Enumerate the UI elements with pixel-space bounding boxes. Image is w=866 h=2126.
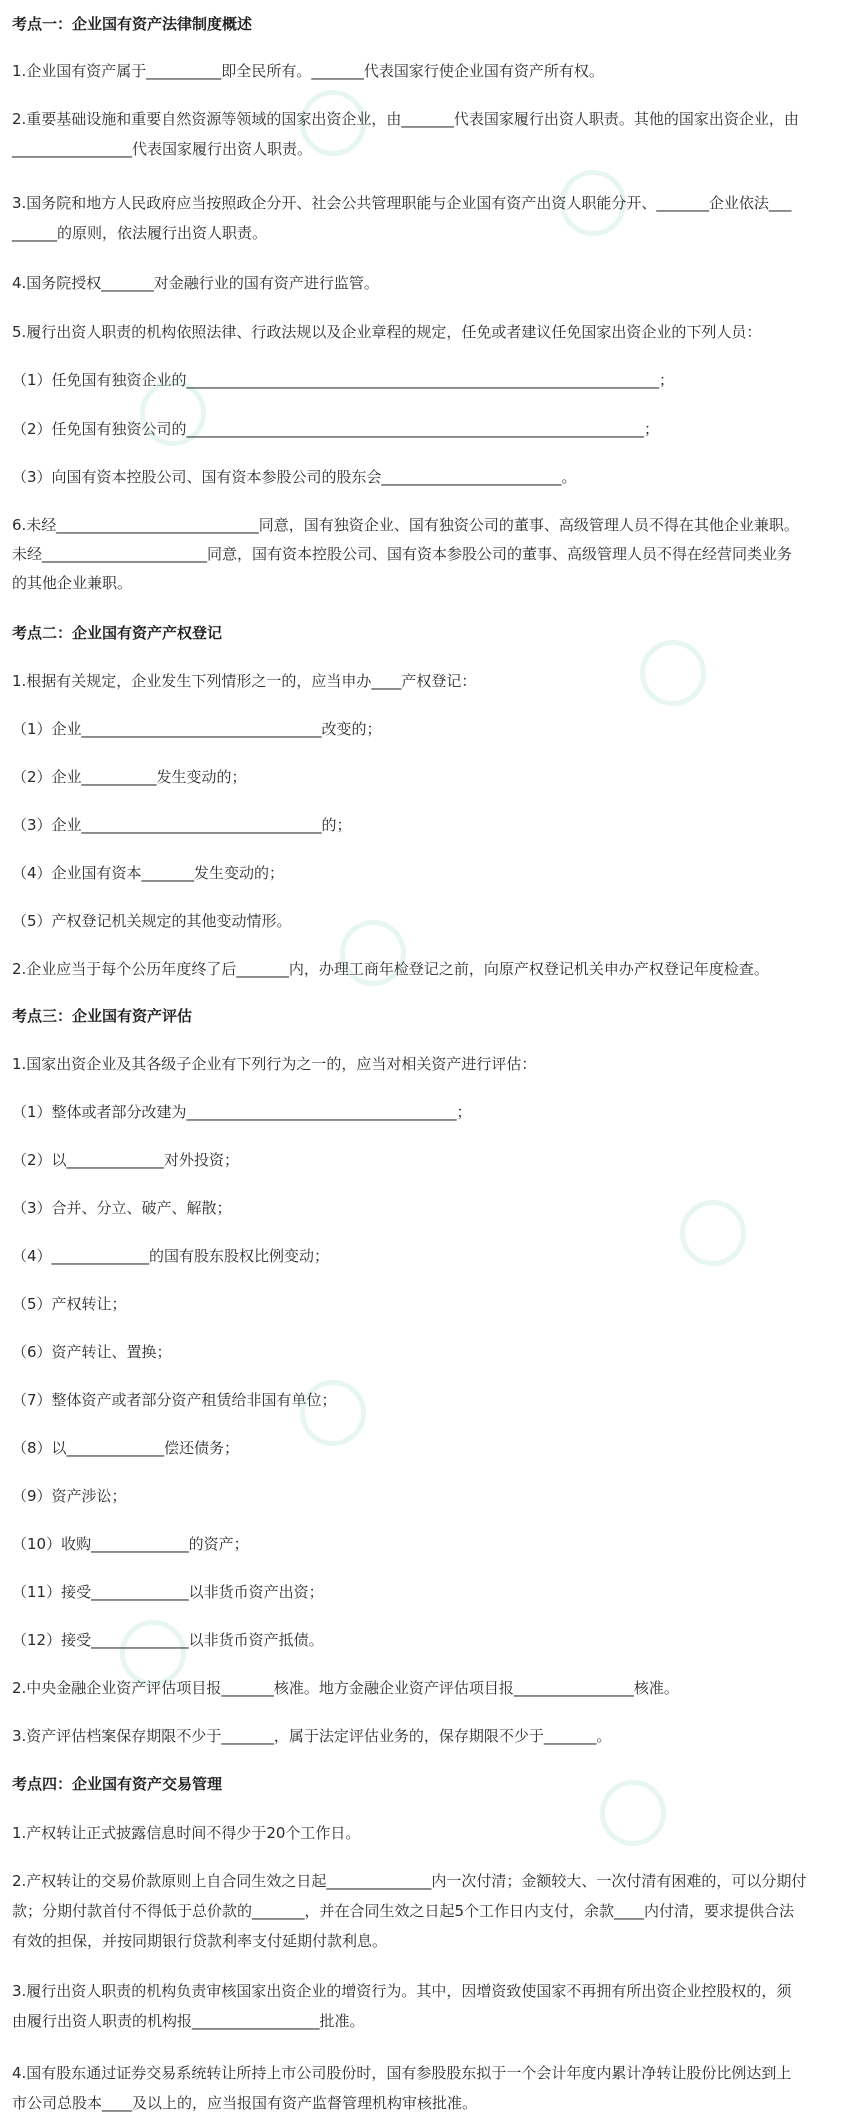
text-line: 4.国有股东通过证券交易系统转让所持上市公司股份时，国有参股股东拟于一个会计年度内累计净转让股份比例达到上 xyxy=(12,2064,792,2082)
list-item: （7）整体资产或者部分资产租赁给非国有单位； xyxy=(12,1391,337,1409)
list-item: （6）资产转让、置换； xyxy=(12,1343,172,1361)
text-line: 由履行出资人职责的机构报_________________批准。 xyxy=(12,2012,365,2030)
list-item: （1）企业________________________________改变的； xyxy=(12,720,382,738)
list-item: （1）整体或者部分改建为____________________________________； xyxy=(12,1103,472,1121)
text-line: 2.中央金融企业资产评估项目报_______核准。地方金融企业资产评估项目报________________核准。 xyxy=(12,1679,679,1697)
section-title: 考点二：企业国有资产产权登记 xyxy=(12,624,223,642)
list-item: （11）接受_____________以非货币资产出资； xyxy=(12,1583,324,1601)
text-line: 未经______________________同意，国有资本控股公司、国有资本参股公司的董事、高级管理人员不得在经营同类业务 xyxy=(12,545,793,563)
watermark-logo-icon xyxy=(300,70,420,190)
list-item: （10）收购_____________的资产； xyxy=(12,1535,249,1553)
text-line: 1.企业国有资产属于__________即全民所有。_______代表国家行使企业国有资产所有权。 xyxy=(12,62,604,80)
list-item: （3）向国有资本控股公司、国有资本参股公司的股东会________________________。 xyxy=(12,468,577,486)
list-item: （8）以_____________偿还债务； xyxy=(12,1439,240,1457)
text-line: 5.履行出资人职责的机构依照法律、行政法规以及企业章程的规定，任免或者建议任免国家出资企业的下列人员： xyxy=(12,323,762,341)
section-title: 考点四：企业国有资产交易管理 xyxy=(12,1775,223,1793)
list-item: （5）产权转让； xyxy=(12,1295,127,1313)
watermark-logo-icon xyxy=(680,1180,800,1300)
text-line: 1.根据有关规定，企业发生下列情形之一的，应当申办____产权登记： xyxy=(12,672,477,690)
list-item: （2）企业__________发生变动的； xyxy=(12,768,247,786)
list-item: （2）以_____________对外投资； xyxy=(12,1151,240,1169)
text-line: 3.国务院和地方人民政府应当按照政企分开、社会公共管理职能与企业国有资产出资人职能分开、_______企业依法___ xyxy=(12,194,792,212)
list-item: （9）资产涉讼； xyxy=(12,1487,127,1505)
text-line: 4.国务院授权_______对金融行业的国有资产进行监管。 xyxy=(12,274,379,292)
section-title: 考点一：企业国有资产法律制度概述 xyxy=(12,15,253,33)
watermark-logo-icon xyxy=(600,1760,720,1880)
text-line: 6.未经___________________________同意，国有独资企业、国有独资公司的董事、高级管理人员不得在其他企业兼职。 xyxy=(12,516,799,534)
text-line: ______的原则，依法履行出资人职责。 xyxy=(12,224,268,242)
text-line: 市公司总股本____及以上的，应当报国有资产监督管理机构审核批准。 xyxy=(12,2094,478,2112)
list-item: （2）任免国有独资公司的_____________________________________________________________； xyxy=(12,420,660,438)
list-item: （4）_____________的国有股东股权比例变动； xyxy=(12,1247,330,1265)
text-line: 2.重要基础设施和重要自然资源等领域的国家出资企业，由_______代表国家履行出资人职责。其他的国家出资企业，由 xyxy=(12,110,799,128)
text-line: 的其他企业兼职。 xyxy=(12,574,133,592)
watermark-logo-icon xyxy=(120,1600,240,1720)
text-line: 1.产权转让正式披露信息时间不得少于20个工作日。 xyxy=(12,1824,361,1842)
list-item: （1）任免国有独资企业的_______________________________________________________________； xyxy=(12,371,675,389)
section-title: 考点三：企业国有资产评估 xyxy=(12,1007,193,1025)
text-line: 2.产权转让的交易价款原则上自合同生效之日起______________内一次付清；金额较大、一次付清有困难的，可以分期付 xyxy=(12,1872,807,1890)
list-item: （3）合并、分立、破产、解散； xyxy=(12,1199,232,1217)
text-line: 款；分期付款首付不得低于总价款的_______，并在合同生效之日起5个工作日内支付，余款____内付清，要求提供合法 xyxy=(12,1902,795,1920)
text-line: 有效的担保，并按同期银行贷款利率支付延期付款利息。 xyxy=(12,1932,388,1950)
text-line: 3.资产评估档案保存期限不少于_______，属于法定评估业务的，保存期限不少于_______。 xyxy=(12,1727,612,1745)
watermark-logo-icon xyxy=(640,620,760,740)
list-item: （4）企业国有资本_______发生变动的； xyxy=(12,864,285,882)
text-line: 2.企业应当于每个公历年度终了后_______内，办理工商年检登记之前，向原产权登记机关申办产权登记年度检查。 xyxy=(12,960,769,978)
list-item: （12）接受_____________以非货币资产抵债。 xyxy=(12,1631,324,1649)
list-item: （5）产权登记机关规定的其他变动情形。 xyxy=(12,912,292,930)
text-line: 3.履行出资人职责的机构负责审核国家出资企业的增资行为。其中，因增资致使国家不再拥有所出资企业控股权的，须 xyxy=(12,1982,792,2000)
text-line: 1.国家出资企业及其各级子企业有下列行为之一的，应当对相关资产进行评估： xyxy=(12,1055,537,1073)
list-item: （3）企业________________________________的； xyxy=(12,816,352,834)
text-line: ________________代表国家履行出资人职责。 xyxy=(12,140,313,158)
watermark-logo-icon xyxy=(300,1360,420,1480)
